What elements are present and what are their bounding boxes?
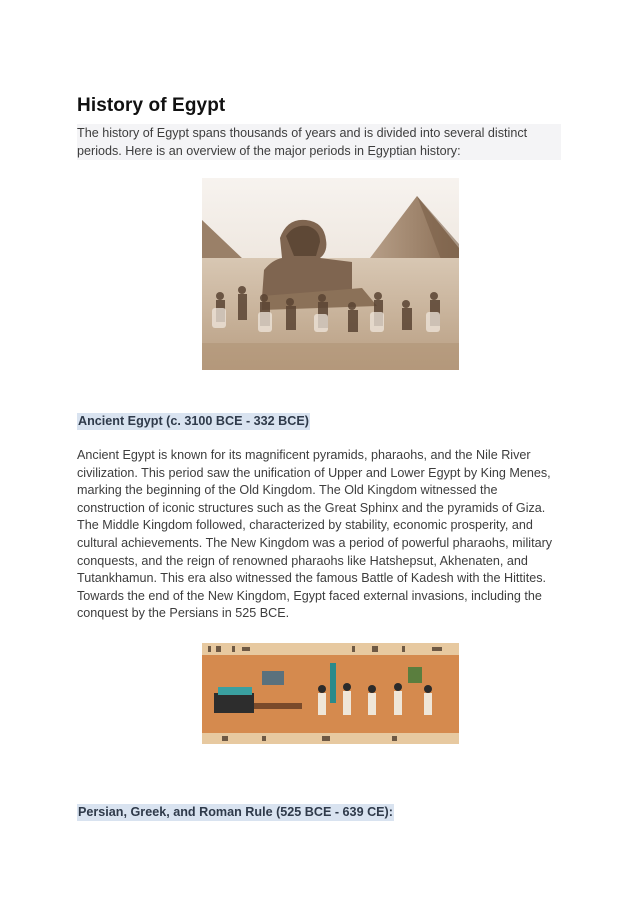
intro-paragraph: The history of Egypt spans thousands of years and is divided into several distinct periods. Here is an overview of the major periods in Egyptian history: bbox=[77, 124, 561, 160]
page-title: History of Egypt bbox=[77, 95, 226, 116]
egyptian-wall-painting-image bbox=[202, 643, 459, 744]
section-heading-persian-greek-roman: Persian, Greek, and Roman Rule (525 BCE - 639 CE): bbox=[78, 805, 393, 819]
section-heading-ancient-egypt: Ancient Egypt (c. 3100 BCE - 332 BCE) bbox=[78, 414, 309, 428]
sphinx-dancers-photo bbox=[202, 178, 459, 370]
section-body-ancient-egypt: Ancient Egypt is known for its magnificent pyramids, pharaohs, and the Nile River civilization. This period saw the unification of Upper and Lower Egypt by King Menes, marking the beginning of the Old Kingdom. The Old Kingdom witnessed the construction of iconic structures such as the Great Sphinx and the pyramids of Giza. The Middle Kingdom followed, characterized by stability, economic prosperity, and cultural achievements. The New Kingdom was a period of powerful pharaohs, military conquests, and the reign of renowned pharaohs like Hatshepsut, Akhenaten, and Tutankhamun. This era also witnessed the famous Battle of Kadesh with the Hittites. Towards the end of the New Kingdom, Egypt faced external invasions, including the conquest by the Persians in 525 BCE. bbox=[77, 448, 553, 621]
